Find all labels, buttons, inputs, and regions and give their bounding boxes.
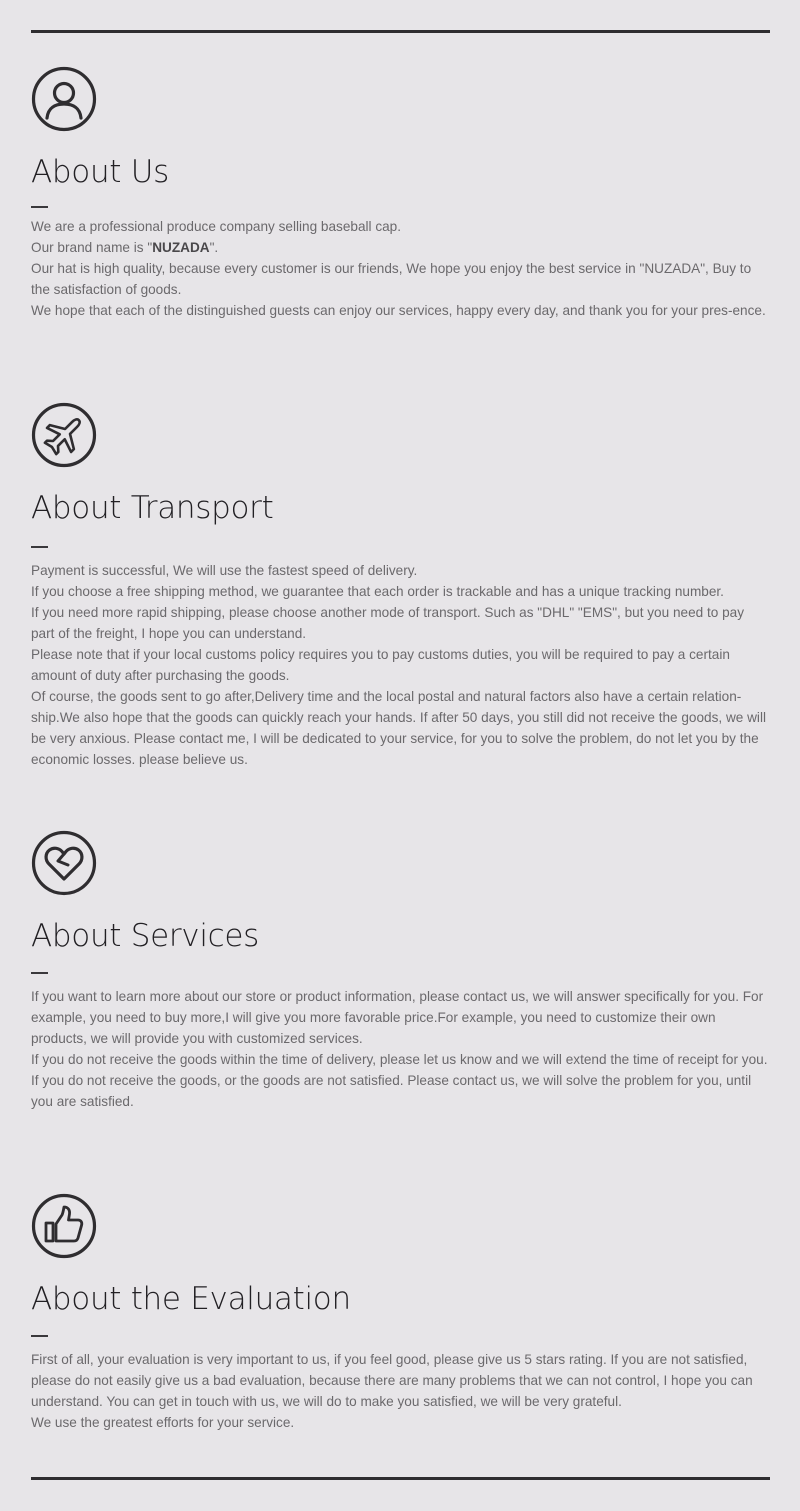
- about-us-section: [31, 66, 771, 321]
- about-evaluation-body: [31, 1349, 771, 1433]
- about-evaluation-title: About the Evaluation: [31, 1281, 351, 1317]
- heart-icon: [31, 830, 97, 896]
- services-line-3: If you do not receive the goods, or the goods are not satisfied. Please contact us, we will solve the problem for you, until you are satisfied.: [31, 1073, 752, 1109]
- about-services-body: [31, 986, 771, 1112]
- services-line-2: If you do not receive the goods within the time of delivery, please let us know and we will extend the time of receipt for you.: [31, 1052, 768, 1067]
- about-us-line-3: Our hat is high quality, because every customer is our friends, We hope you enjoy the best service in "NUZADA", Buy to the satisfaction of goods.: [31, 261, 752, 297]
- transport-line-3: If you need more rapid shipping, please choose another mode of transport. Such as "DHL" "EMS", but you need to pay part of the freight, I hope you can understand.: [31, 605, 745, 641]
- about-us-line-4: We hope that each of the distinguished guests can enjoy our services, happy every day, and thank you for your pres-ence.: [31, 303, 766, 318]
- airplane-icon: [31, 402, 97, 468]
- top-divider: [31, 30, 770, 33]
- about-transport-title: About Transport: [31, 490, 274, 526]
- brand-prefix: Our brand name is ": [31, 240, 153, 255]
- about-us-line-2: [31, 237, 771, 258]
- about-services-title: About Services: [31, 918, 260, 954]
- about-us-line-1: We are a professional produce company selling baseball cap.: [31, 219, 402, 234]
- about-services-section: [31, 830, 771, 1112]
- bottom-divider: [31, 1477, 770, 1480]
- title-dash: [31, 972, 48, 974]
- transport-line-4: Please note that if your local customs policy requires you to pay customs duties, you will be required to pay a certain amount of duty after purchasing the goods.: [31, 647, 730, 683]
- evaluation-line-2: We use the greatest efforts for your service.: [31, 1415, 295, 1430]
- user-icon: [31, 66, 97, 132]
- transport-line-5: Of course, the goods sent to go after,Delivery time and the local postal and natural factors also have a certain relation-ship.We also hope that the goods can quickly reach your hands. If after 50 days, you still did not receive the goods, we will be very anxious. Please contact me, I will be dedicated to your service, for you to solve the problem, do not let you by the economic losses. please believe us.: [31, 689, 766, 767]
- transport-line-1: Payment is successful, We will use the fastest speed of delivery.: [31, 563, 418, 578]
- thumbs-up-icon: [31, 1193, 97, 1259]
- brand-suffix: ".: [209, 240, 219, 255]
- about-us-title: About Us: [31, 154, 169, 190]
- title-dash: [31, 206, 48, 208]
- evaluation-line-1: First of all, your evaluation is very important to us, if you feel good, please give us 5 stars rating. If you are not satisfied, please do not easily give us a bad evaluation, because there are many problems that we can not control, I hope you can understand. You can get in touch with us, we will do to make you satisfied, we will be very grateful.: [31, 1352, 753, 1409]
- transport-line-2: If you choose a free shipping method, we guarantee that each order is trackable and has a unique tracking number.: [31, 584, 724, 599]
- about-transport-section: [31, 402, 771, 770]
- brand-name: NUZADA: [152, 240, 210, 255]
- about-us-body: [31, 216, 771, 321]
- services-line-1: If you want to learn more about our store or product information, please contact us, we will answer specifically for you. For example, you need to buy more,I will give you more favorable price.For example, you need to customize their own products, we will provide you with customized services.: [31, 989, 764, 1046]
- about-evaluation-section: [31, 1193, 771, 1433]
- title-dash: [31, 1335, 48, 1337]
- about-transport-body: [31, 560, 771, 770]
- title-dash: [31, 546, 48, 548]
